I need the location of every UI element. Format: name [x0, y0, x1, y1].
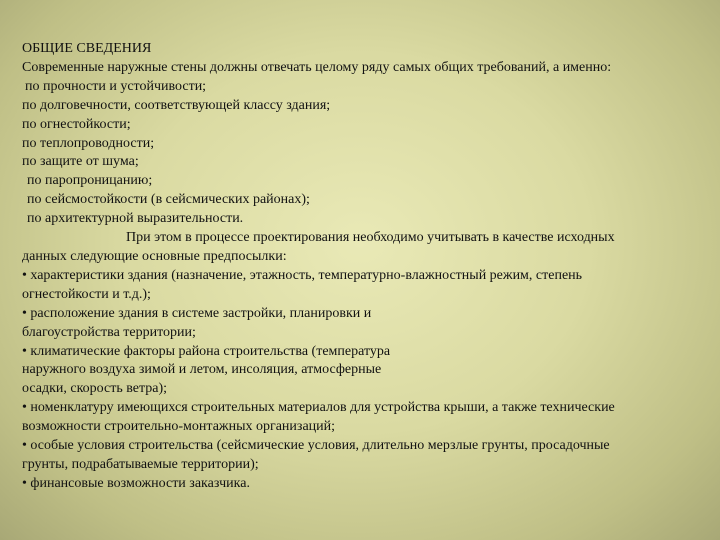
design-note-line-2: данных следующие основные предпосылки: [22, 248, 287, 264]
bullet-climate-factors-cont-2: осадки, скорость ветра); [22, 381, 168, 397]
slide-title: ОБЩИЕ СВЕДЕНИЯ [22, 41, 152, 56]
requirement-architectural-expressiveness: по архитектурной выразительности. [27, 211, 244, 227]
bullet-building-characteristics: • характеристики здания (назначение, этажность, температурно-влажностный режим, степень [22, 267, 583, 283]
requirement-thermal-conductivity: по теплопроводности; [22, 135, 155, 151]
bullet-materials: • номенклатуру имеющихся строительных материалов для устройства крыши, а также технические [22, 400, 615, 416]
bullet-materials-cont: возможности строительно-монтажных организаций; [22, 419, 336, 435]
requirement-vapor-permeability: по паропроницанию; [27, 173, 153, 189]
bullet-building-location: • расположение здания в системе застройки, планировки и [22, 305, 372, 321]
requirement-fire-resistance: по огнестойкости; [22, 116, 131, 132]
requirement-seismic-resistance: по сейсмостойкости (в сейсмических районах); [27, 192, 310, 208]
bullet-building-characteristics-cont: огнестойкости и т.д.); [22, 286, 151, 302]
bullet-special-conditions: • особые условия строительства (сейсмические условия, длительно мерзлые грунты, просадочные [22, 438, 610, 454]
bullet-building-location-cont: благоустройства территории; [22, 324, 196, 340]
requirement-noise-protection: по защите от шума; [22, 154, 139, 170]
requirement-durability: по долговечности, соответствующей классу здания; [22, 97, 331, 113]
intro-line: Современные наружные стены должны отвечать целому ряду самых общих требований, а именно: [22, 59, 612, 75]
bullet-climate-factors: • климатические факторы района строительства (температура [22, 343, 391, 359]
design-note-line-1: При этом в процессе проектирования необходимо учитывать в качестве исходных [126, 230, 615, 246]
slide-content [22, 40, 712, 494]
requirement-strength: по прочности и устойчивости; [25, 78, 207, 94]
bullet-financial-capabilities: • финансовые возможности заказчика. [22, 475, 250, 491]
bullet-climate-factors-cont-1: наружного воздуха зимой и летом, инсоляция, атмосферные [22, 362, 382, 378]
bullet-special-conditions-cont: грунты, подрабатываемые территории); [22, 456, 259, 472]
